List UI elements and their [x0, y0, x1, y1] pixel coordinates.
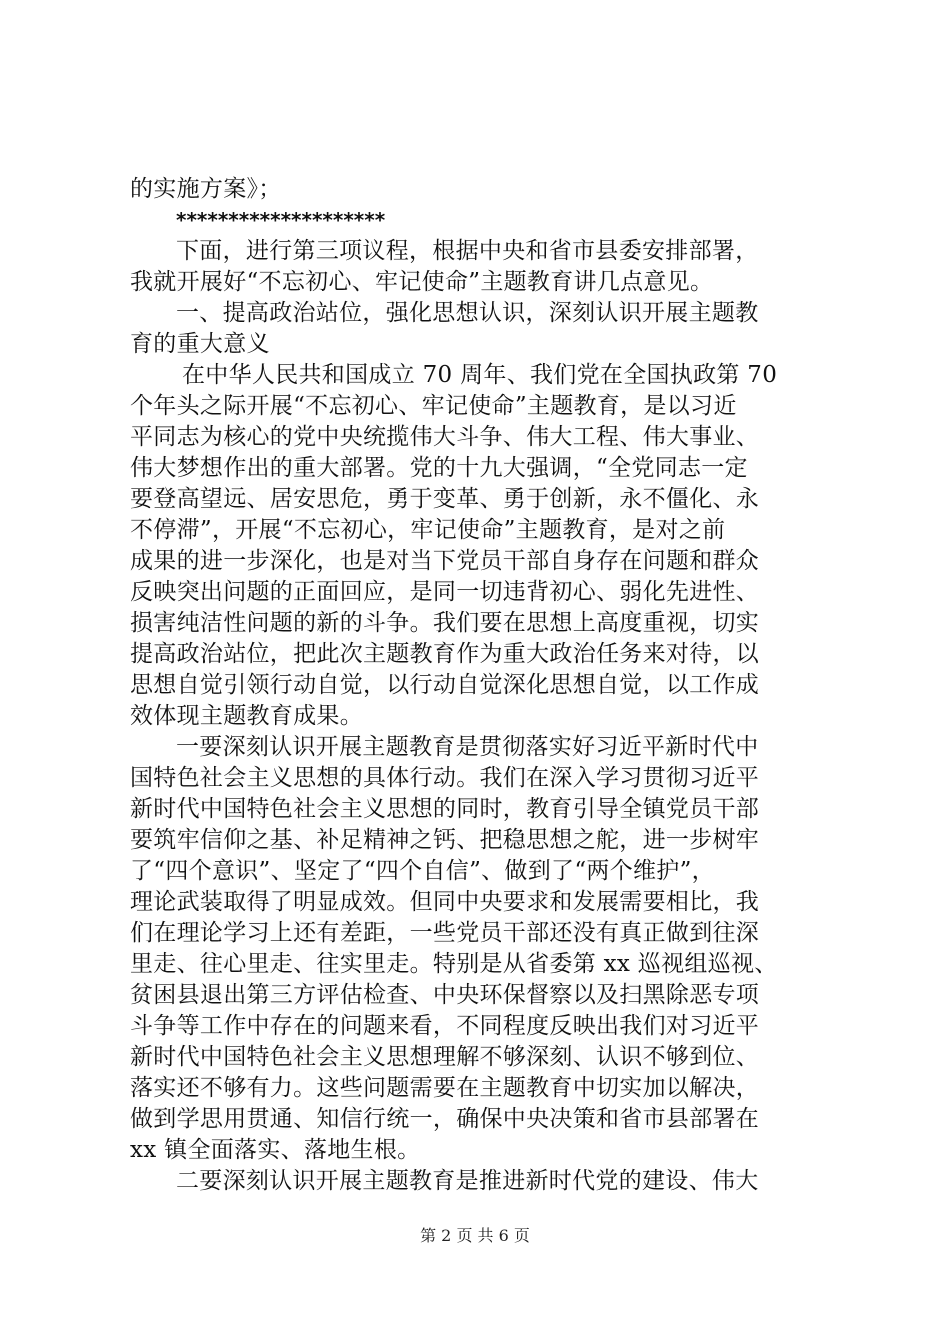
- text-line: 个年头之际开展“不忘初心、牢记使命”主题教育，是以习近: [130, 393, 737, 419]
- text-line: 成果的进一步深化，也是对当下党员干部自身存在问题和群众: [130, 548, 760, 574]
- text-line: 们在理论学习上还有差距，一些党员干部还没有真正做到往深: [130, 920, 760, 946]
- text-line: 损害纯洁性问题的新的斗争。我们要在思想上高度重视，切实: [130, 610, 760, 636]
- text-line: 一、提高政治站位，强化思想认识，深刻认识开展主题教: [176, 300, 759, 326]
- document-body: [130, 174, 830, 1197]
- text-line: 育的重大意义: [130, 331, 270, 357]
- text-line: 平同志为核心的党中央统揽伟大斗争、伟大工程、伟大事业、: [130, 424, 760, 450]
- text-line: 理论武装取得了明显成效。但同中央要求和发展需要相比，我: [130, 889, 760, 915]
- text-line: 下面，进行第三项议程，根据中央和省市县委安排部署，: [176, 238, 759, 264]
- text-line: 提高政治站位，把此次主题教育作为重大政治任务来对待，以: [130, 641, 760, 667]
- text-line: 在中华人民共和国成立 70 周年、我们党在全国执政第 70: [182, 362, 778, 388]
- text-line: 思想自觉引领行动自觉，以行动自觉深化思想自觉，以工作成: [130, 672, 760, 698]
- text-line: 伟大梦想作出的重大部署。党的十九大强调，“全党同志一定: [130, 455, 748, 481]
- text-line: 新时代中国特色社会主义思想的同时，教育引导全镇党员干部: [130, 796, 760, 822]
- text-line: xx 镇全面落实、落地生根。: [130, 1137, 421, 1163]
- text-line: 我就开展好“不忘初心、牢记使命”主题教育讲几点意见。: [130, 269, 714, 295]
- text-line: 反映突出问题的正面回应，是同一切违背初心、弱化先进性、: [130, 579, 760, 605]
- text-line: 新时代中国特色社会主义思想理解不够深刻、认识不够到位、: [130, 1044, 760, 1070]
- page-footer: 第 2 页 共 6 页: [420, 1226, 530, 1245]
- text-line: 贫困县退出第三方评估检查、中央环保督察以及扫黑除恶专项: [130, 982, 760, 1008]
- text-line: 效体现主题教育成果。: [130, 703, 363, 729]
- text-line: 不停滞”，开展“不忘初心，牢记使命”主题教育，是对之前: [130, 517, 726, 543]
- text-line: 里走、往心里走、往实里走。特别是从省委第 xx 巡视组巡视、: [130, 951, 778, 977]
- text-line: 要登高望远、居安思危，勇于变革、勇于创新，永不僵化、永: [130, 486, 760, 512]
- text-line: 做到学思用贯通、知信行统一，确保中央决策和省市县部署在: [130, 1106, 760, 1132]
- text-line: 的实施方案》；: [130, 176, 282, 202]
- text-line: 斗争等工作中存在的问题来看，不同程度反映出我们对习近平: [130, 1013, 760, 1039]
- text-line: 国特色社会主义思想的具体行动。我们在深入学习贯彻习近平: [130, 765, 760, 791]
- text-line: 二要深刻认识开展主题教育是推进新时代党的建设、伟大: [176, 1168, 759, 1194]
- text-line: 要筑牢信仰之基、补足精神之钙、把稳思想之舵，进一步树牢: [130, 827, 760, 853]
- text-line: 了“四个意识”、坚定了“四个自信”、做到了“两个维护”，: [130, 858, 715, 884]
- text-line: 一要深刻认识开展主题教育是贯彻落实好习近平新时代中: [176, 734, 759, 760]
- text-line: 落实还不够有力。这些问题需要在主题教育中切实加以解决，: [130, 1075, 760, 1101]
- separator-line: ********************: [176, 208, 386, 232]
